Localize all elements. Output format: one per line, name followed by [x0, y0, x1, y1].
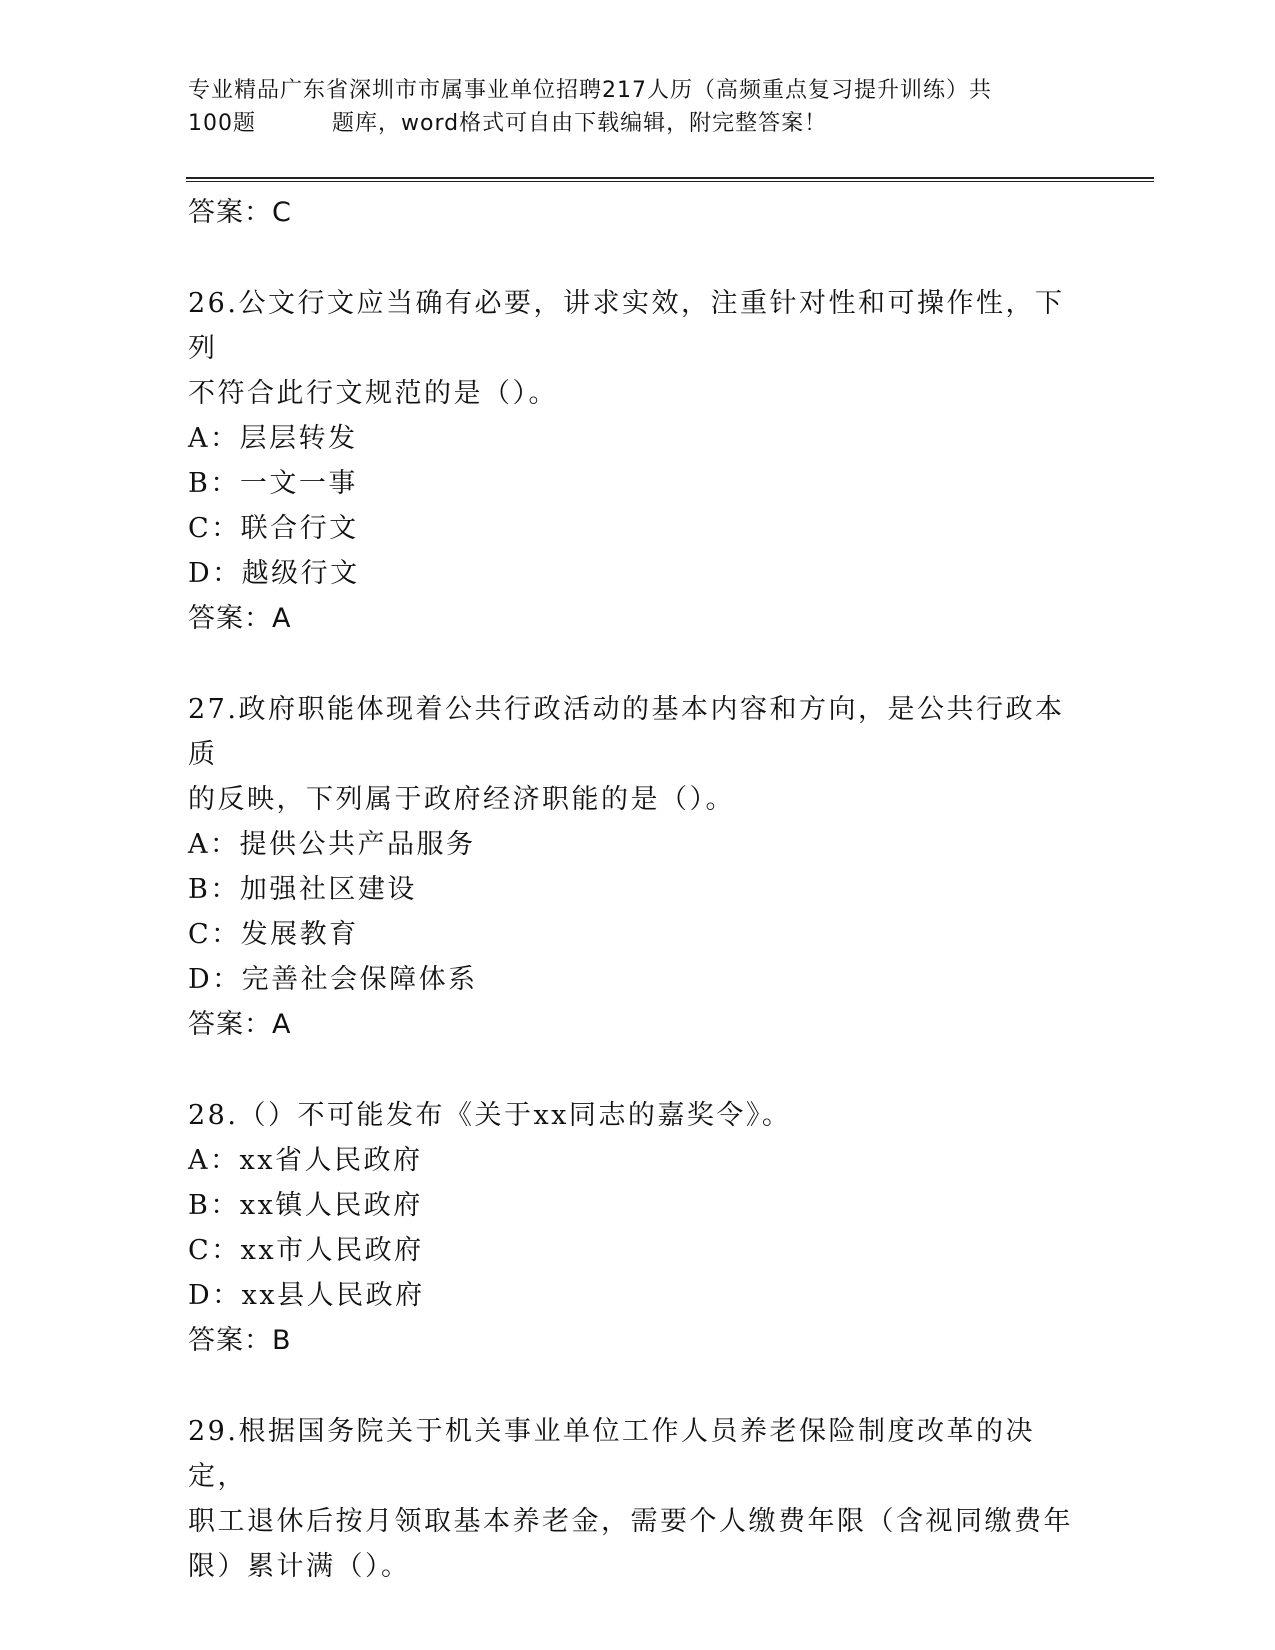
option-c: C：联合行文	[188, 513, 359, 544]
option-d: D：xx县人民政府	[188, 1280, 425, 1311]
question-list	[188, 190, 1088, 1589]
question-text: 28.（）不可能发布《关于xx同志的嘉奖令》。	[188, 1100, 792, 1131]
question-text: 27.政府职能体现着公共行政活动的基本内容和方向，是公共行政本质	[188, 694, 1065, 770]
question-text: 的反映，下列属于政府经济职能的是（）。	[188, 784, 735, 815]
answer-line: 答案：A	[188, 603, 292, 634]
option-d: D：完善社会保障体系	[188, 964, 478, 995]
option-d: D：越级行文	[188, 558, 360, 589]
header-line-1: 专业精品广东省深圳市市属事业单位招聘217人历（高频重点复习提升训练）共	[188, 78, 992, 103]
answer-line: 答案：A	[188, 1009, 292, 1040]
header-divider-thin	[186, 181, 1154, 182]
question-29	[188, 1409, 1088, 1589]
option-b: B：xx镇人民政府	[188, 1190, 423, 1221]
option-a: A：xx省人民政府	[188, 1145, 423, 1176]
header-line-2-count: 100题	[188, 111, 256, 136]
header-line-2	[188, 107, 1088, 140]
question-text: 29.根据国务院关于机关事业单位工作人员养老保险制度改革的决定，	[188, 1416, 1035, 1492]
question-text: 26.公文行文应当确有必要，讲求实效，注重针对性和可操作性，下列	[188, 288, 1065, 364]
question-text: 限）累计满（）。	[188, 1551, 411, 1582]
option-b: B：一文一事	[188, 468, 358, 499]
option-a: A：提供公共产品服务	[188, 829, 476, 860]
option-b: B：加强社区建设	[188, 874, 417, 905]
header-divider-thick	[186, 177, 1154, 179]
question-text: 职工退休后按月领取基本养老金，需要个人缴费年限（含视同缴费年	[188, 1506, 1073, 1537]
answer-line: 答案：B	[188, 1325, 292, 1356]
question-text: 不符合此行文规范的是（）。	[188, 378, 558, 409]
answer-line: 答案：C	[188, 197, 292, 228]
page-header	[188, 74, 1088, 140]
question-27	[188, 687, 1088, 1048]
question-26	[188, 281, 1088, 642]
question-28	[188, 1093, 1088, 1364]
header-line-2-desc: 题库，word格式可自由下载编辑，附完整答案！	[332, 111, 828, 136]
option-c: C：发展教育	[188, 919, 359, 950]
option-c: C：xx市人民政府	[188, 1235, 424, 1266]
option-a: A：层层转发	[188, 423, 358, 454]
